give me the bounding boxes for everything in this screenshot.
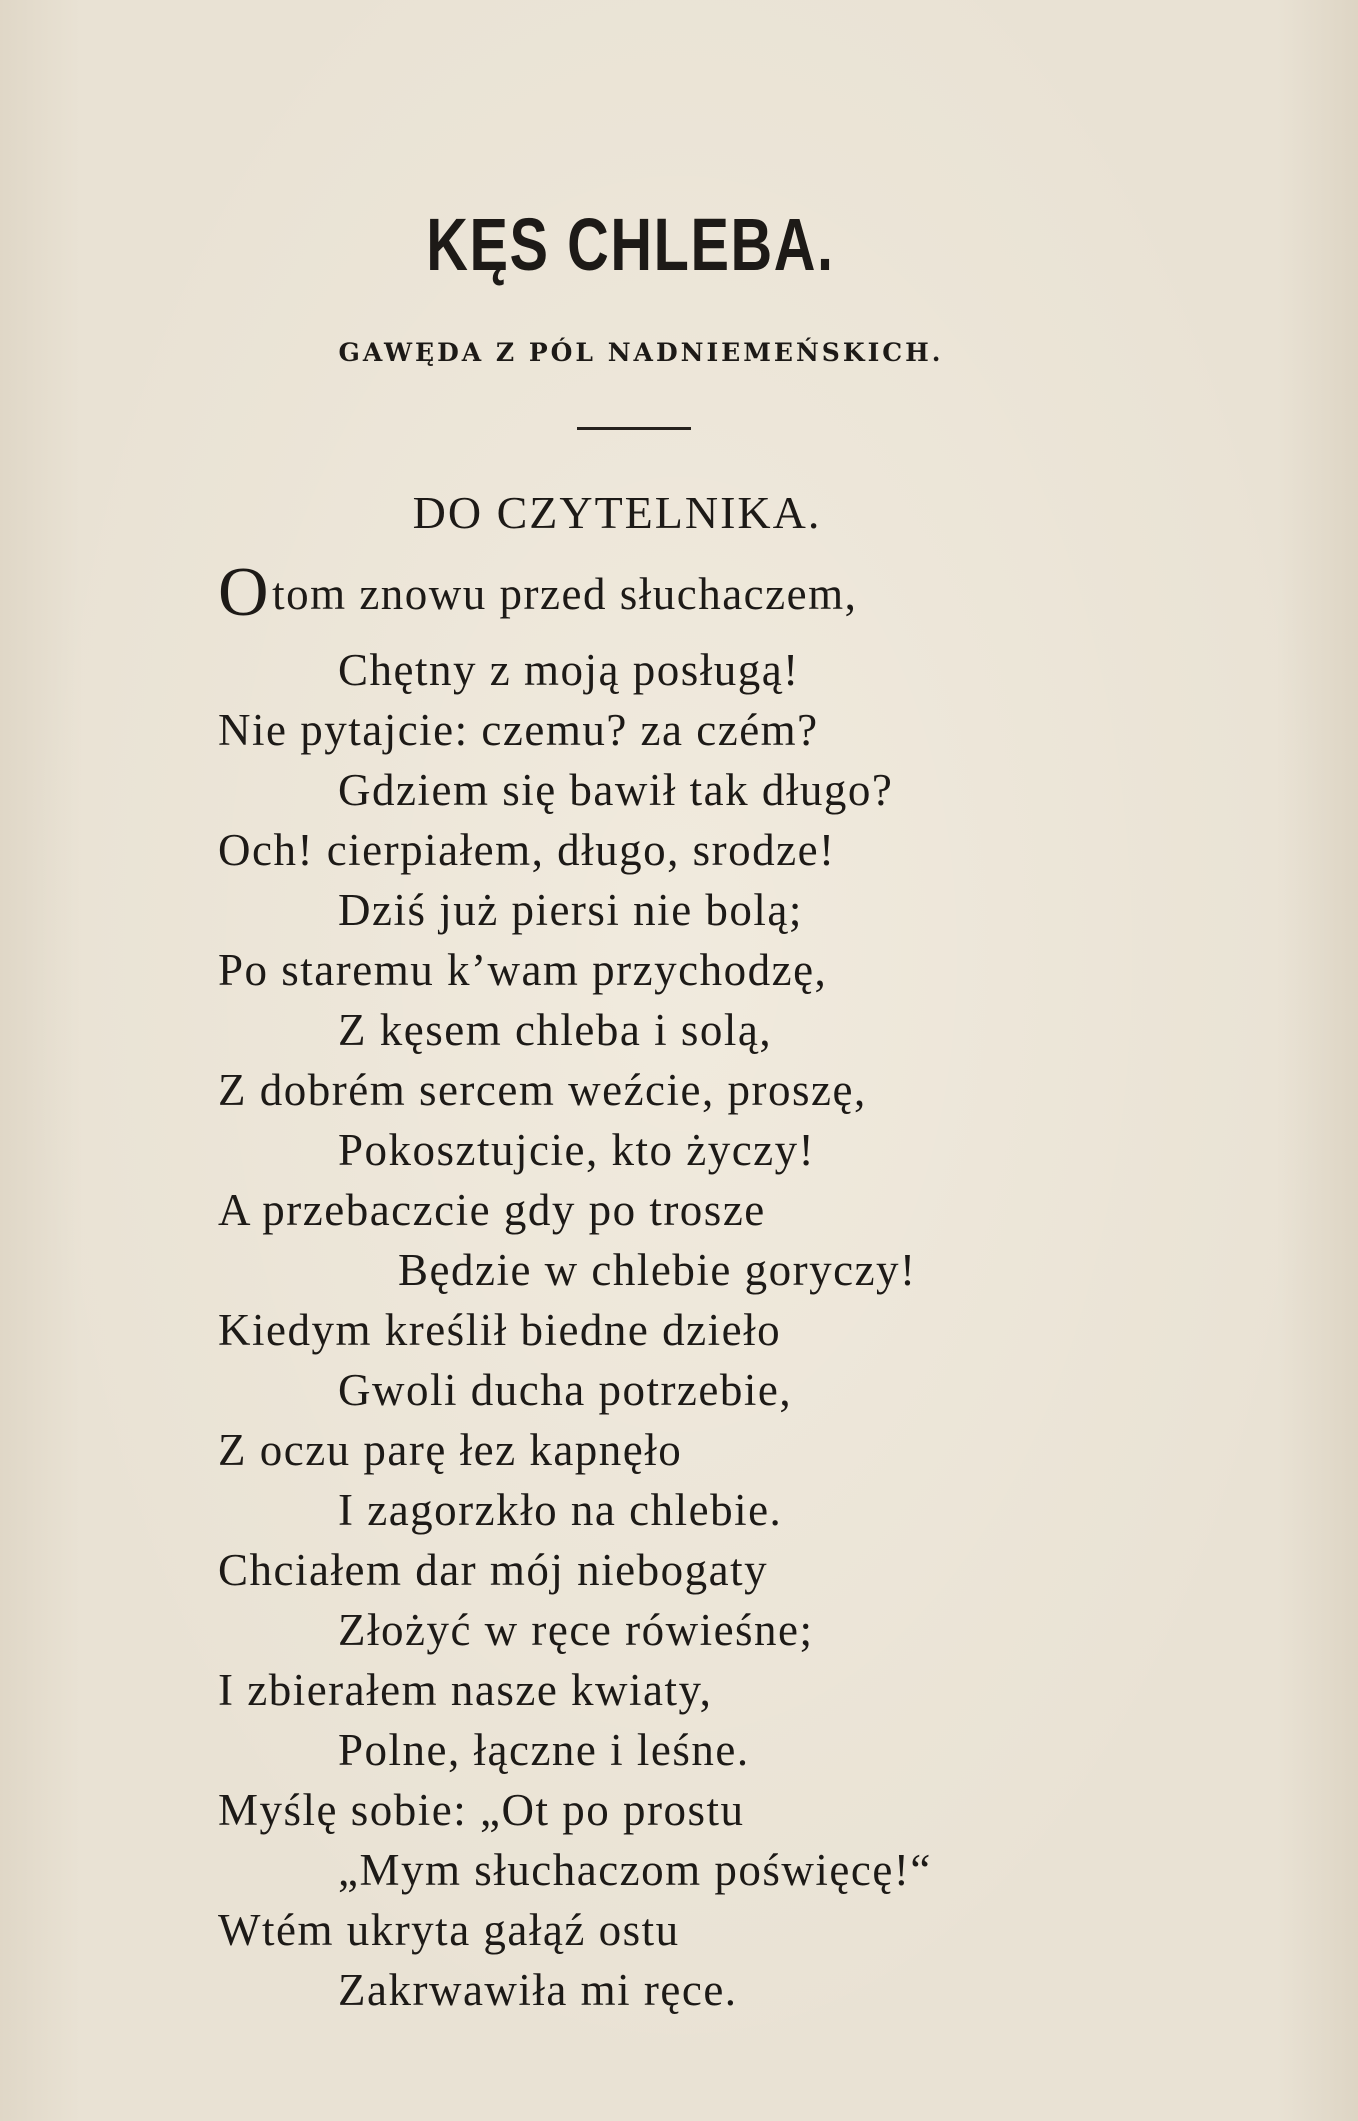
poem-line: Zakrwawiła mi ręce.: [338, 1965, 738, 2015]
page-title: KĘS CHLEBA.: [426, 203, 835, 286]
poem-line: A przebaczcie gdy po trosze: [218, 1185, 766, 1235]
poem-line: Pokosztujcie, kto życzy!: [338, 1125, 816, 1175]
poem-line: Wtém ukryta gałąź ostu: [218, 1905, 680, 1955]
poem-line-text: tom znowu przed słuchaczem,: [272, 569, 858, 619]
divider-rule: [577, 427, 691, 430]
poem-line: Gwoli ducha potrzebie,: [338, 1365, 793, 1415]
poem-line: Z kęsem chleba i solą,: [338, 1005, 773, 1055]
poem-line: Gdziem się bawił tak długo?: [338, 765, 894, 815]
poem-line: Kiedym kreślił biedne dzieło: [218, 1305, 782, 1355]
drop-cap: O: [218, 554, 271, 631]
poem-line: „Mym słuchaczom poświęcę!“: [338, 1845, 932, 1895]
poem-line: Będzie w chlebie goryczy!: [398, 1245, 917, 1295]
poem-line: Polne, łączne i leśne.: [338, 1725, 750, 1775]
section-heading: DO CZYTELNIKA.: [412, 487, 822, 538]
poem-line: Z oczu parę łez kapnęło: [218, 1425, 683, 1475]
poem-line: Och! cierpiałem, długo, srodze!: [218, 825, 836, 875]
poem-line: I zbierałem nasze kwiaty,: [218, 1665, 713, 1715]
poem-line: Chętny z moją posługą!: [338, 645, 800, 695]
poem-line: I zagorzkło na chlebie.: [338, 1485, 783, 1535]
poem-line: Myślę sobie: „Ot po prostu: [218, 1785, 745, 1835]
poem-line: Nie pytajcie: czemu? za czém?: [218, 705, 819, 755]
poem-line: Dziś już piersi nie bolą;: [338, 885, 803, 935]
page-subtitle: GAWĘDA Z PÓL NADNIEMEŃSKICH.: [338, 338, 944, 367]
poem-line: Po staremu k’wam przychodzę,: [218, 945, 828, 995]
poem-line: Chciałem dar mój niebogaty: [218, 1545, 769, 1595]
poem-line: Z dobrém sercem weźcie, proszę,: [218, 1065, 867, 1115]
poem-line: Złożyć w ręce rówieśne;: [338, 1605, 814, 1655]
poem-line: [218, 554, 858, 631]
